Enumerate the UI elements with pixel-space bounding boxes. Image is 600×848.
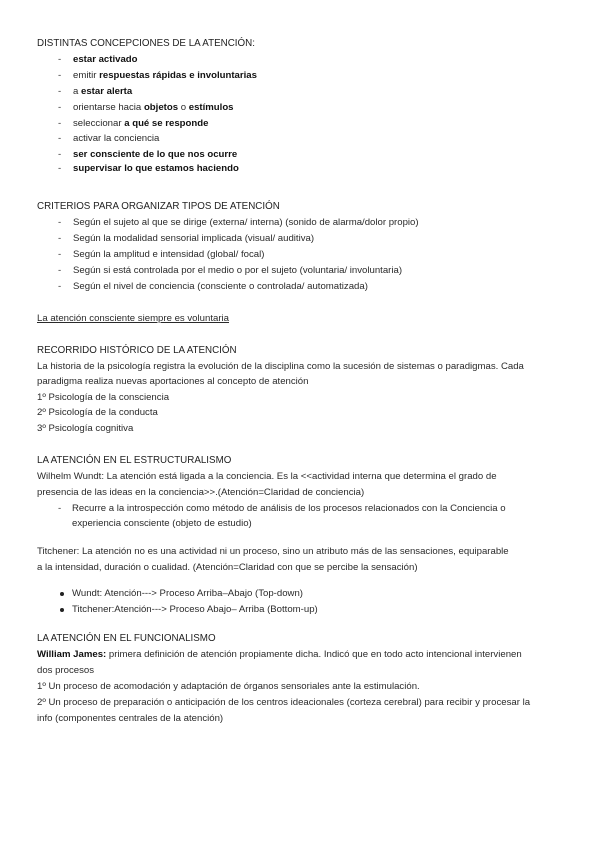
dash-bullet: - xyxy=(58,54,62,65)
concept-text: o xyxy=(178,102,189,113)
concept-text: orientarse hacia xyxy=(73,102,144,113)
underlined-note: La atención consciente siempre es voluntaria xyxy=(37,313,229,324)
section3-list-item: 2º Psicología de la conducta xyxy=(37,407,158,418)
introspection-line1: Recurre a la introspección como método de análisis de los procesos relacionados con la Conciencia o xyxy=(72,503,506,514)
concept-bold-text: a qué se responde xyxy=(124,118,209,129)
process-1: 1º Un proceso de acomodación y adaptación de órganos sensoriales ante la estimulación. xyxy=(37,681,420,692)
dash-bullet: - xyxy=(58,149,62,160)
criteria-item: Según la amplitud e intensidad (global/ focal) xyxy=(73,249,265,260)
section3-list-item: 3º Psicología cognitiva xyxy=(37,423,134,434)
introspection-line2: experiencia consciente (objeto de estudio) xyxy=(72,518,252,529)
dash-bullet: - xyxy=(58,86,62,97)
james-line1 xyxy=(37,649,522,661)
section3-paragraph-line2: paradigma realiza nuevas aportaciones al concepto de atención xyxy=(37,376,309,387)
concept-bold-text: estímulos xyxy=(188,102,234,113)
titchener-line2: a la intensidad, duración o cualidad. (Atención=Claridad con que se percibe la sensación) xyxy=(37,562,418,573)
concept-text: a xyxy=(73,86,82,97)
process-2-line2: info (componentes centrales de la atención) xyxy=(37,713,224,724)
model-bullet-titchener: Titchener:Atención---> Proceso Abajo– Arriba (Bottom-up) xyxy=(72,604,318,615)
concept-item xyxy=(73,70,257,82)
concept-bold-text: objetos xyxy=(143,102,179,113)
concept-item xyxy=(73,133,159,145)
wundt-line1: Wilhelm Wundt: La atención está ligada a la conciencia. Es la <<actividad interna que determina el grado de xyxy=(37,471,497,482)
concept-item xyxy=(73,118,208,130)
dash-bullet: - xyxy=(58,118,62,129)
concept-bold-text: estar activado xyxy=(73,54,138,65)
dash-bullet: - xyxy=(58,102,62,113)
section1-heading: DISTINTAS CONCEPCIONES DE LA ATENCIÓN: xyxy=(37,38,255,49)
section3-list-item: 1º Psicología de la consciencia xyxy=(37,392,170,403)
dash-bullet: - xyxy=(58,70,62,81)
concept-text: seleccionar xyxy=(73,118,125,129)
criteria-item: Según la modalidad sensorial implicada (visual/ auditiva) xyxy=(73,233,315,244)
section2-heading: CRITERIOS PARA ORGANIZAR TIPOS DE ATENCIÓN xyxy=(37,201,280,212)
model-bullet-wundt: Wundt: Atención---> Proceso Arriba–Abajo (Top-down) xyxy=(72,588,303,599)
concept-bold-text: estar alerta xyxy=(81,86,133,97)
concept-text: emitir xyxy=(73,70,100,81)
concept-item xyxy=(73,102,234,114)
concept-bold-text: supervisar lo que estamos haciendo xyxy=(73,163,239,174)
dash-bullet: - xyxy=(58,503,62,514)
criteria-item: Según el sujeto al que se dirige (externa/ interna) (sonido de alarma/dolor propio) xyxy=(73,217,419,228)
concept-item xyxy=(73,54,138,66)
concept-bold-text: respuestas rápidas e involuntarias xyxy=(99,70,257,81)
concept-text: activar la conciencia xyxy=(73,133,160,144)
dash-bullet: - xyxy=(58,163,62,174)
section4-heading: LA ATENCIÓN EN EL ESTRUCTURALISMO xyxy=(37,455,232,466)
bullet-dot xyxy=(60,608,64,612)
concept-item xyxy=(73,149,237,161)
dash-bullet: - xyxy=(58,233,62,244)
section5-heading: LA ATENCIÓN EN EL FUNCIONALISMO xyxy=(37,633,216,644)
wundt-line2: presencia de las ideas en la conciencia>>.(Atención=Claridad de conciencia) xyxy=(37,487,365,498)
dash-bullet: - xyxy=(58,133,62,144)
section3-paragraph-line1: La historia de la psicología registra la evolución de la disciplina como la sucesión de sistemas o paradigmas. Cada xyxy=(37,361,524,372)
dash-bullet: - xyxy=(58,249,62,260)
criteria-item: Según si está controlada por el medio o por el sujeto (voluntaria/ involuntaria) xyxy=(73,265,403,276)
concept-item xyxy=(73,163,239,175)
bullet-dot xyxy=(60,592,64,596)
concept-bold-text: ser consciente de lo que nos ocurre xyxy=(73,149,238,160)
james-name: William James: xyxy=(37,649,107,660)
james-text: primera definición de atención propiamente dicha. Indicó que en todo acto intencional intervienen xyxy=(106,649,522,660)
dash-bullet: - xyxy=(58,281,62,292)
criteria-item: Según el nivel de conciencia (consciente o controlada/ automatizada) xyxy=(73,281,368,292)
james-line2: dos procesos xyxy=(37,665,95,676)
titchener-line1: Titchener: La atención no es una actividad ni un proceso, sino un atributo más de las sensaciones, equiparable xyxy=(37,546,509,557)
concept-item xyxy=(73,86,132,98)
process-2-line1: 2º Un proceso de preparación o anticipación de los centros ideacionales (corteza cerebral) para recibir y procesar la xyxy=(37,697,531,708)
dash-bullet: - xyxy=(58,217,62,228)
section3-heading: RECORRIDO HISTÓRICO DE LA ATENCIÓN xyxy=(37,345,237,356)
dash-bullet: - xyxy=(58,265,62,276)
